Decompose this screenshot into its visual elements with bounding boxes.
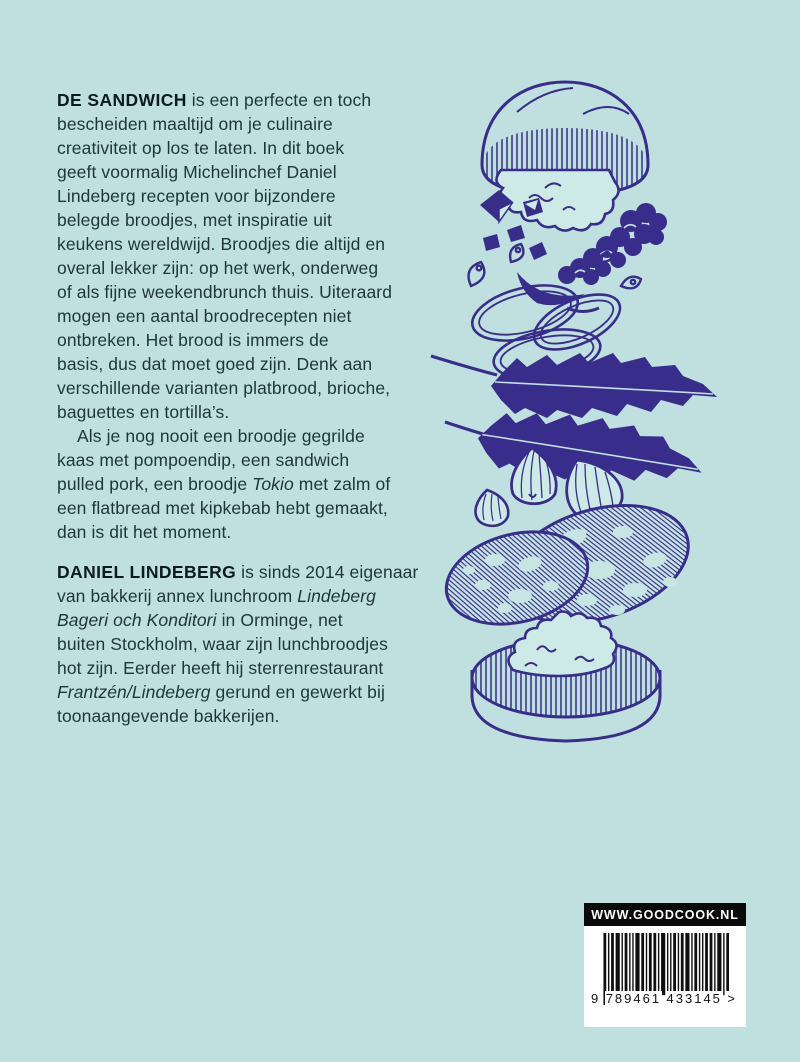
isbn-segment: 9 bbox=[591, 991, 601, 1006]
paragraph-teaser bbox=[57, 424, 427, 544]
text-line: pulled pork, een broodje Tokio met zalm of bbox=[57, 474, 391, 494]
text-line: mogen een aantal broodrecepten niet bbox=[57, 306, 352, 326]
text-line: Lindeberg recepten voor bijzondere bbox=[57, 186, 336, 206]
text-line: Frantzén/Lindeberg gerund en gewerkt bij bbox=[57, 682, 385, 702]
text-line: basis, dus dat moet goed zijn. Denk aan bbox=[57, 354, 373, 374]
text-line: bescheiden maaltijd om je culinaire bbox=[57, 114, 333, 134]
paragraph-about-book bbox=[57, 88, 427, 424]
bottom-bun bbox=[472, 612, 660, 742]
text-line: belegde broodjes, met inspiratie uit bbox=[57, 210, 333, 230]
barcode bbox=[584, 926, 746, 1027]
text-line: buiten Stockholm, waar zijn lunchbroodjes bbox=[57, 634, 388, 654]
text-line: van bakkerij annex lunchroom Lindeberg bbox=[57, 586, 377, 606]
text-line: ontbreken. Het brood is immers de bbox=[57, 330, 329, 350]
lettuce bbox=[496, 170, 618, 231]
paragraph-about-author bbox=[57, 560, 427, 728]
text-line: verschillende varianten platbrood, brioche, bbox=[57, 378, 391, 398]
isbn-number bbox=[584, 991, 746, 1006]
publisher-website-banner: WWW.GOODCOOK.NL bbox=[584, 903, 746, 926]
text-line: DE SANDWICH is een perfecte en toch bbox=[57, 90, 372, 110]
text-line: toonaangevende bakkerijen. bbox=[57, 706, 280, 726]
text-line: hot zijn. Eerder heeft hij sterrenrestaurant bbox=[57, 658, 384, 678]
text-line: keukens wereldwijd. Broodjes die altijd en bbox=[57, 234, 386, 254]
back-cover-text bbox=[57, 88, 427, 728]
text-line: of als fijne weekendbrunch thuis. Uiteraard bbox=[57, 282, 393, 302]
text-line: dan is dit het moment. bbox=[57, 522, 232, 542]
isbn-segment: > bbox=[727, 991, 737, 1006]
barcode-panel bbox=[584, 903, 746, 1027]
text-line: baguettes en tortilla’s. bbox=[57, 402, 230, 422]
text-line: geeft voormalig Michelinchef Daniel bbox=[57, 162, 337, 182]
text-line: DANIEL LINDEBERG is sinds 2014 eigenaar bbox=[57, 562, 419, 582]
text-line: Bageri och Konditori in Orminge, net bbox=[57, 610, 343, 630]
text-line: een flatbread met kipkebab hebt gemaakt, bbox=[57, 498, 388, 518]
isbn-segment: 433145 bbox=[666, 991, 722, 1006]
text-line: kaas met pompoendip, een sandwich bbox=[57, 450, 350, 470]
text-line: creativiteit op los te laten. In dit boek bbox=[57, 138, 345, 158]
isbn-segment: 789461 bbox=[605, 991, 662, 1006]
text-line: Als je nog nooit een broodje gegrilde bbox=[77, 426, 365, 446]
text-line: overal lekker zijn: op het werk, onderweg bbox=[57, 258, 379, 278]
sandwich-illustration bbox=[425, 70, 755, 770]
